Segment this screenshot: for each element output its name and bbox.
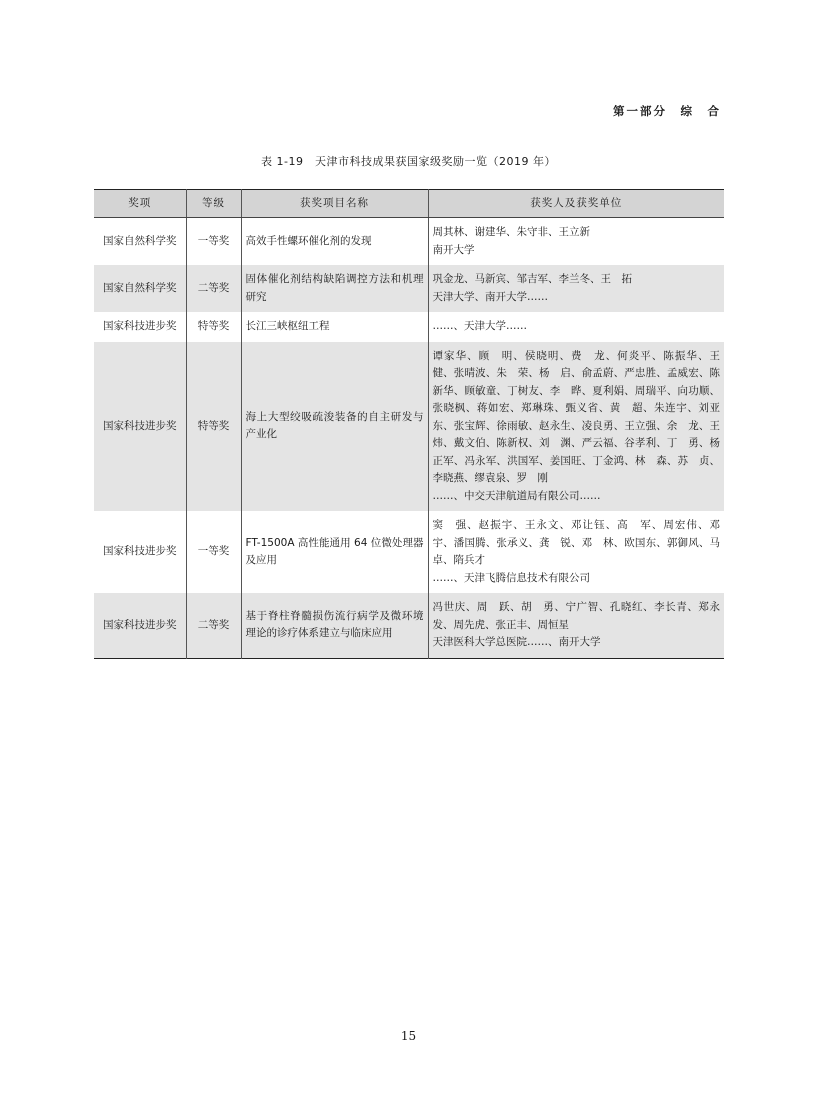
- winner-units: 天津医科大学总医院……、南开大学: [432, 636, 601, 648]
- project-cell: 基于脊柱脊髓损伤流行病学及微环境理论的诊疗体系建立与临床应用: [241, 593, 428, 658]
- winner-units: 天津大学、南开大学……: [432, 290, 548, 303]
- winners-cell: [428, 342, 731, 512]
- grade-cell: 二等奖: [186, 593, 241, 658]
- award-cell: 国家科技进步奖: [103, 320, 177, 332]
- winners-cell: [428, 511, 731, 593]
- table-row: [94, 342, 724, 512]
- winners-cell: [428, 593, 724, 658]
- winner-names: 巩金龙、马新宾、邹吉军、李兰冬、王 拓: [432, 273, 632, 285]
- table-row: [94, 218, 724, 266]
- award-cell: 国家科技进步奖: [94, 342, 186, 512]
- table-header-row: [94, 190, 724, 218]
- table-row: [94, 312, 724, 342]
- grade-cell: 特等奖: [186, 312, 241, 342]
- project-cell: 海上大型绞吸疏浚装备的自主研发与产业化: [241, 342, 428, 512]
- winner-units: 南开大学: [432, 243, 475, 256]
- table-row: [94, 511, 724, 593]
- project-cell: 高效手性螺环催化剂的发现: [241, 218, 428, 266]
- awards-table: [94, 189, 731, 659]
- winner-units: ……、天津飞腾信息技术有限公司: [432, 571, 590, 584]
- award-cell: 国家科技进步奖: [94, 593, 186, 658]
- running-header: 第一部分 综 合: [613, 104, 721, 118]
- column-header-winners: 获奖人及获奖单位: [428, 190, 724, 218]
- table-row: [94, 593, 724, 658]
- column-header-grade: 等级: [186, 190, 241, 218]
- winner-names: 周其林、谢建华、朱守非、王立新: [432, 226, 590, 238]
- winner-names: 窦 强、赵振宇、王永文、邓让钰、高 军、周宏伟、邓 宇、潘国腾、张承义、龚 锐、邓 林、欧国东、郭御风、马 卓、隋兵才: [432, 519, 731, 566]
- award-cell: 国家科技进步奖: [103, 545, 177, 558]
- project-cell: 长江三峡枢纽工程: [241, 312, 428, 342]
- grade-cell: 二等奖: [186, 265, 241, 312]
- table-title: 表 1-19 天津市科技成果获国家级奖励一览（2019 年）: [261, 155, 556, 168]
- winner-names: 谭家华、顾 明、侯晓明、费 龙、何炎平、陈振华、王 健、张晴波、朱 荣、杨 启、俞孟蔚、严忠胜、孟威宏、陈新华、顾敏童、丁树友、李 晔、夏利娟、周瑞平、向功顺、张晓枫、蒋如宏、郑琳珠、甄义省、黄 超、朱连宇、刘亚东、张宝辉、徐雨敏、赵永生、凌良勇、王立强、余 龙、王 炜、戴文伯、陈新权、刘 渊、严云福、谷孝利、丁 勇、杨正军、冯永军、洪国军、姜国旺、丁金鸿、林 森、苏 贞、李晓燕、缪袁泉、罗 刚: [432, 349, 731, 484]
- winners-cell: [428, 218, 724, 266]
- grade-cell: 一等奖: [186, 218, 241, 266]
- award-cell: 国家自然科学奖: [94, 265, 186, 312]
- winners-cell: [428, 265, 724, 312]
- grade-cell: 特等奖: [186, 342, 241, 512]
- winner-units: ……、中交天津航道局有限公司……: [432, 489, 601, 502]
- project-cell: FT-1500A 高性能通用 64 位微处理器及应用: [241, 511, 428, 593]
- grade-cell: 一等奖: [186, 511, 241, 593]
- project-cell: 固体催化剂结构缺陷调控方法和机理研究: [241, 265, 428, 312]
- column-header-project: 获奖项目名称: [241, 190, 428, 218]
- winners-cell: [428, 312, 724, 342]
- table-row: [94, 265, 724, 312]
- column-header-award: 奖项: [94, 190, 186, 218]
- award-cell: 国家自然科学奖: [103, 234, 177, 247]
- winner-names: 冯世庆、周 跃、胡 勇、宁广智、孔晓红、李长青、郑永发、周先虎、张正丰、周恒星: [432, 601, 720, 631]
- winner-units: ……、天津大学……: [432, 320, 527, 332]
- page-number: 15: [400, 1029, 417, 1043]
